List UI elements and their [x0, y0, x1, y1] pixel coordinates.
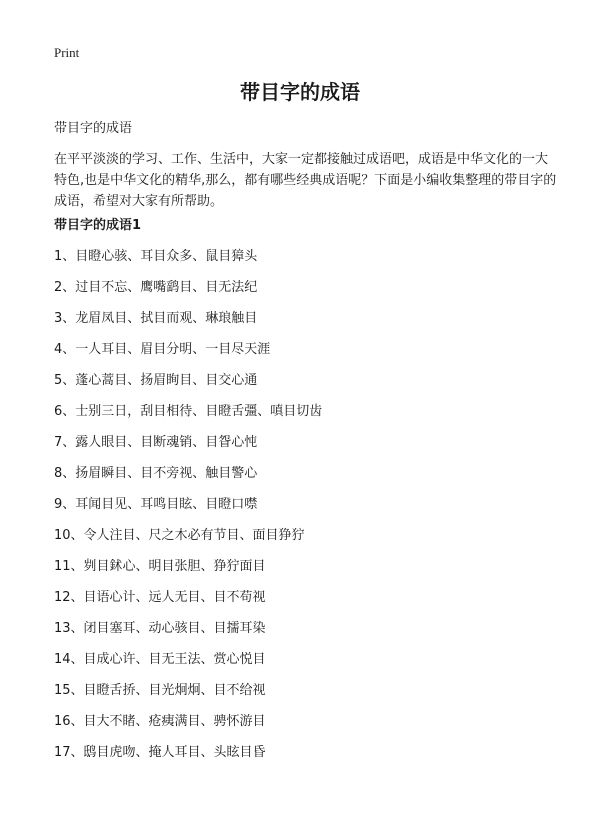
list-item: 14、目成心许、目无王法、赏心悦目: [54, 652, 266, 667]
page-title: 带目字的成语: [240, 80, 360, 104]
list-item: 1、目瞪心骇、耳目众多、鼠目獐头: [54, 249, 258, 264]
list-item: 3、龙眉凤目、拭目而观、琳琅触目: [54, 311, 258, 326]
intro-paragraph: 在平平淡淡的学习、工作、生活中，大家一定都接触过成语吧，成语是中华文化的一大特色,也是中华文化的精华,那么，都有哪些经典成语呢？下面是小编收集整理的带目字的成语，希望对大家有所帮助。: [54, 152, 557, 209]
list-item: 9、耳闻目见、耳鸣目眩、目瞪口噤: [54, 497, 258, 512]
list-item: 16、目大不睹、疮痍满目、骋怀游目: [54, 714, 266, 729]
list-item: 8、扬眉瞬目、目不旁视、触目警心: [54, 466, 258, 481]
list-item: 4、一人耳目、眉目分明、一目尽天涯: [54, 342, 271, 357]
list-item: 2、过目不忘、鹰嘴鹞目、目无法纪: [54, 280, 258, 295]
list-item: 7、露人眼目、目断魂销、目眢心忳: [54, 435, 258, 450]
list-item: 11、刿目鉥心、明目张胆、狰狞面目: [54, 559, 266, 574]
list-item: 10、令人注目、尺之木必有节目、面目狰狞: [54, 528, 305, 543]
list-item: 12、目语心计、远人无目、目不苟视: [54, 590, 266, 605]
list-item: 15、目瞪舌挢、目光炯炯、目不给视: [54, 683, 266, 698]
section-heading: 带目字的成语1: [54, 218, 142, 233]
list-item: 13、闭目塞耳、动心骇目、目擩耳染: [54, 621, 266, 636]
list-item: 17、鸱目虎吻、掩人耳目、头眩目昏: [54, 745, 266, 760]
print-link[interactable]: Print: [54, 45, 80, 60]
document-subtitle: 带目字的成语: [54, 121, 133, 136]
list-item: 6、士别三日，刮目相待、目瞪舌彊、嗔目切齿: [54, 404, 323, 419]
idiom-list: [54, 247, 574, 774]
list-item: 5、蓬心蒿目、扬眉眴目、目交心通: [54, 373, 258, 388]
